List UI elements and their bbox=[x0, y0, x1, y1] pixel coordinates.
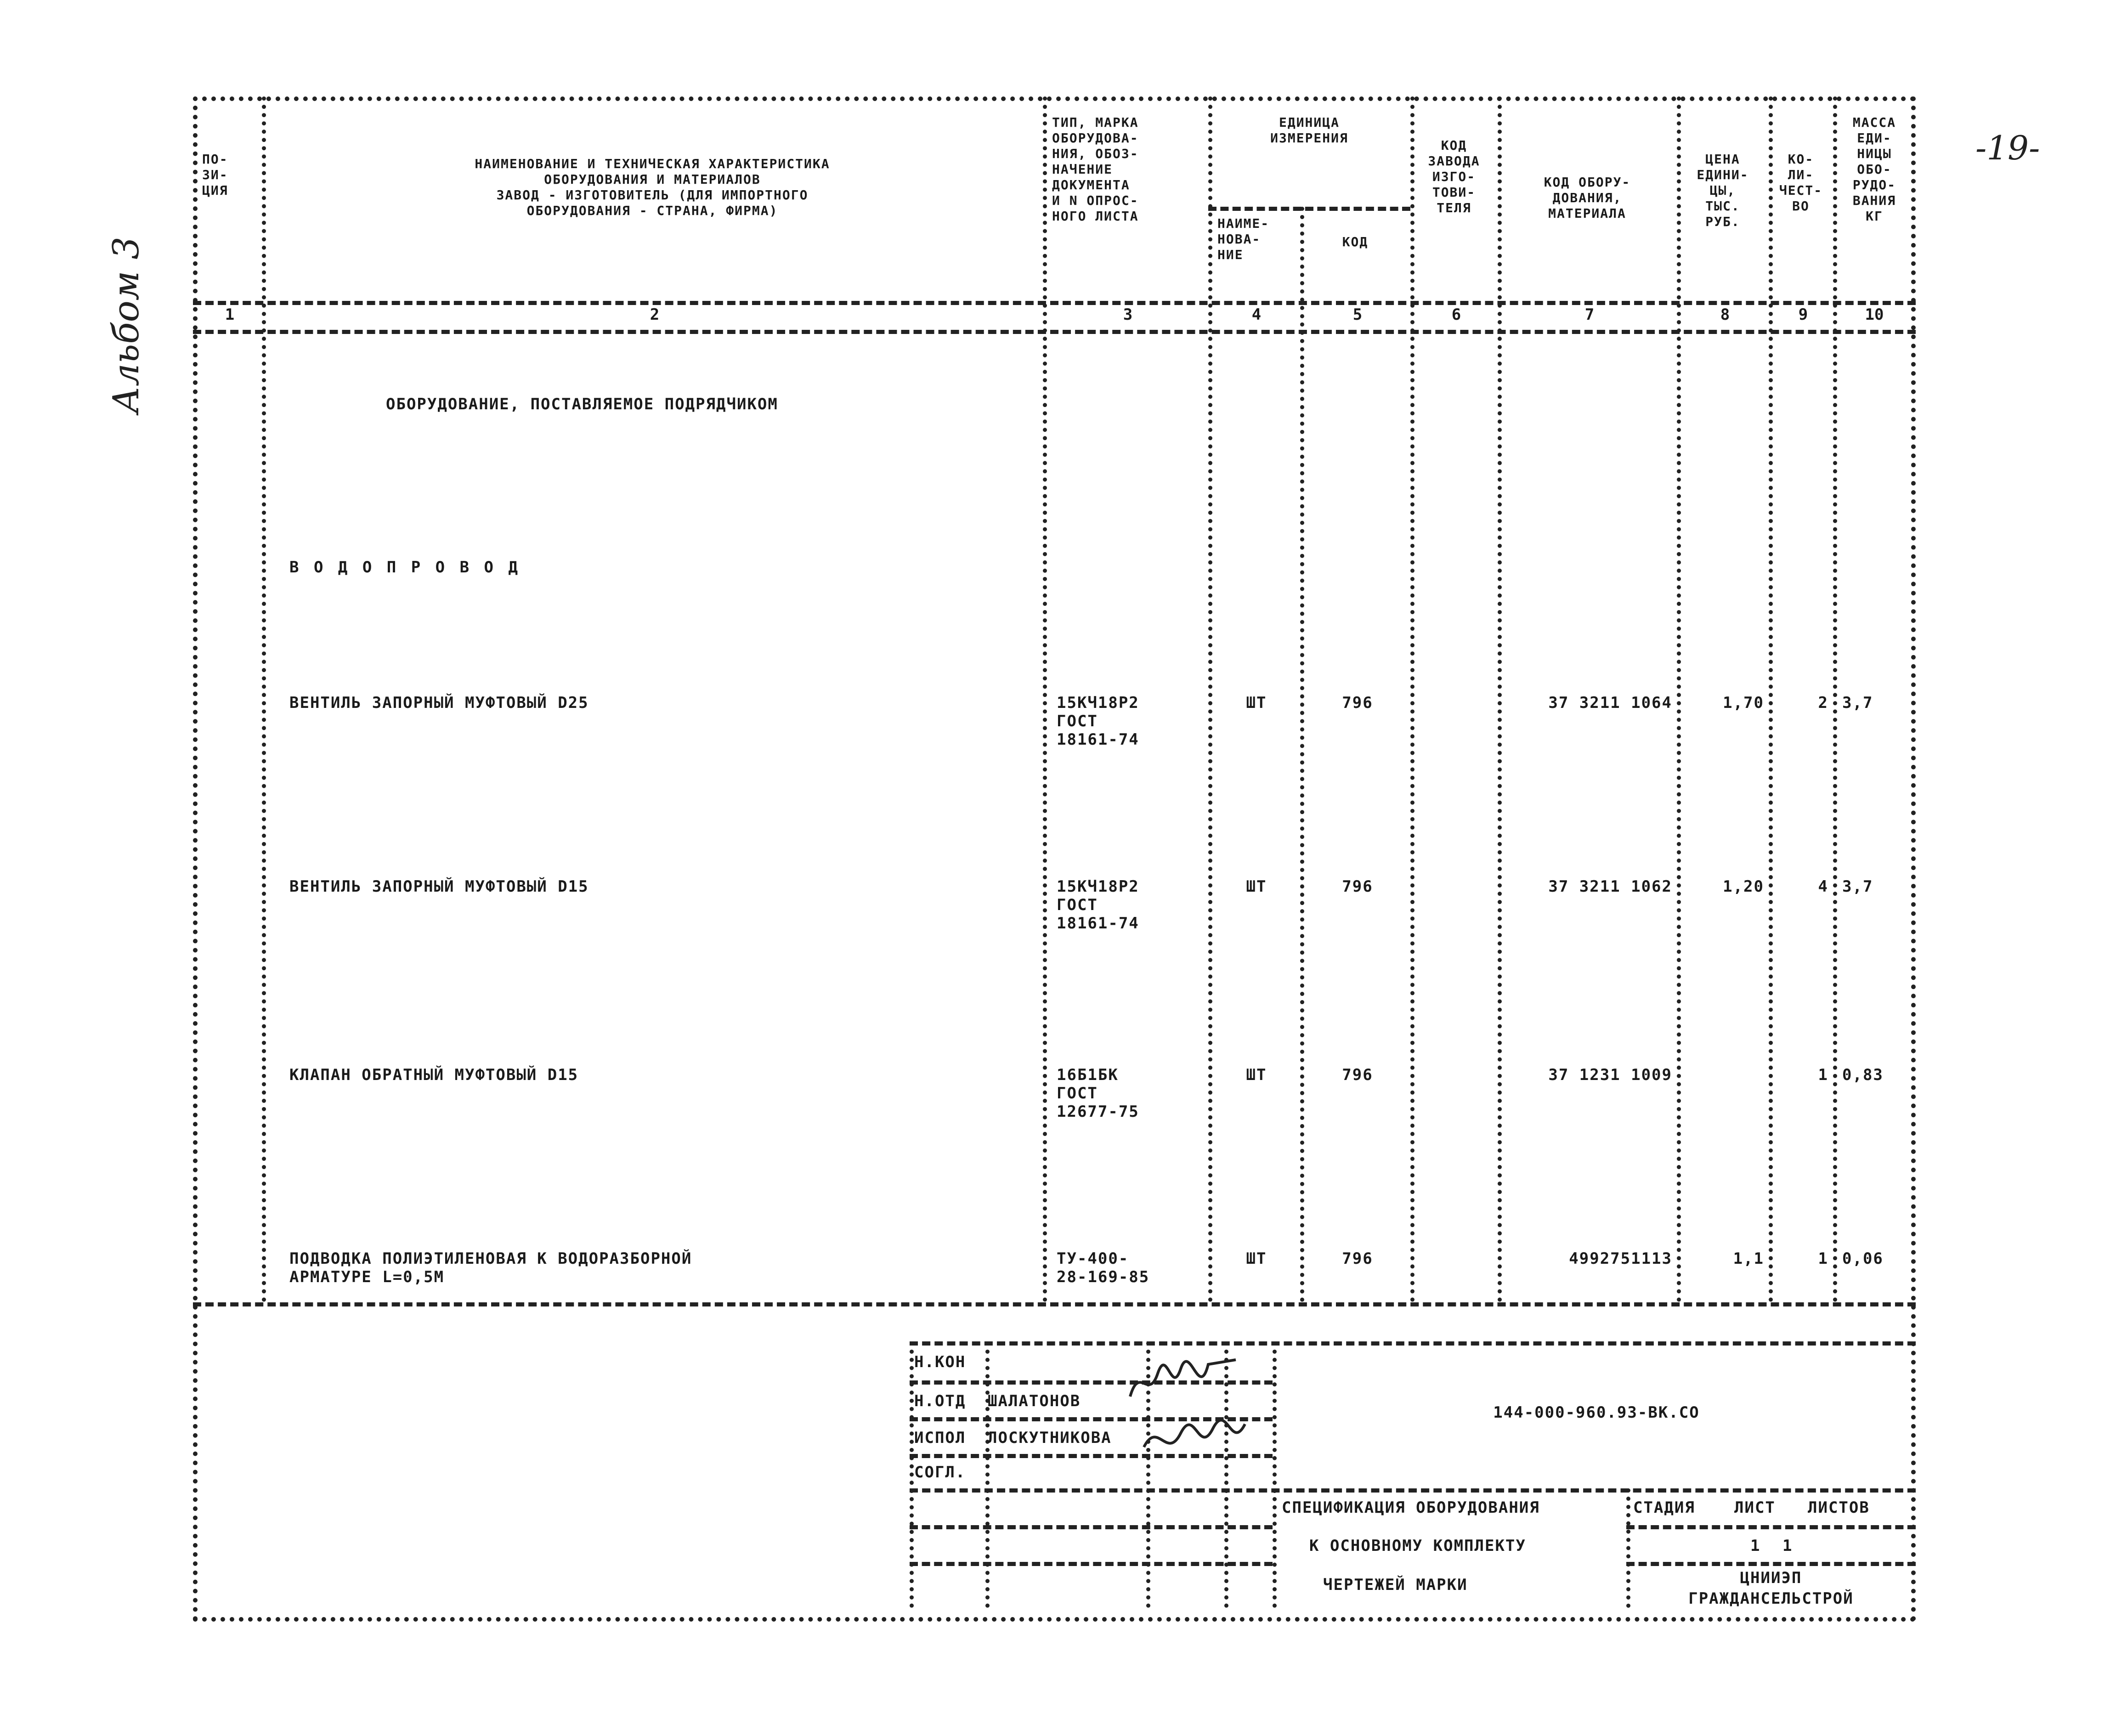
stamp-col-sep-4 bbox=[1273, 1341, 1277, 1608]
doc-title-line-1: СПЕЦИФИКАЦИЯ ОБОРУДОВАНИЯ bbox=[1282, 1499, 1540, 1517]
header-col3: ТИП, МАРКА ОБОРУДОВА- НИЯ, ОБОЗ- НАЧЕНИЕ ДОКУМЕНТА И N ОПРОС- НОГО ЛИСТА bbox=[1052, 115, 1139, 224]
row-mass: 0,06 bbox=[1842, 1250, 1884, 1268]
col-number-5: 5 bbox=[1352, 305, 1363, 324]
unit-group-line bbox=[1208, 207, 1410, 211]
row-mass: 0,83 bbox=[1842, 1066, 1884, 1084]
col-sep-4 bbox=[1300, 207, 1304, 1302]
col-number-2: 2 bbox=[650, 305, 660, 324]
col-number-4: 4 bbox=[1251, 305, 1262, 324]
header-col4: НАИМЕ- НОВА- НИЕ bbox=[1217, 216, 1270, 262]
org-name-2: ГРАЖДАНСЕЛЬСТРОЙ bbox=[1688, 1589, 1854, 1608]
header-col9: КО- ЛИ- ЧЕСТ- ВО bbox=[1779, 152, 1823, 214]
row-code: 37 1231 1009 bbox=[1548, 1066, 1672, 1084]
row-price: 1,70 bbox=[1723, 694, 1764, 712]
row-type: 16Б1БК ГОСТ 12677-75 bbox=[1057, 1066, 1139, 1121]
col-number-bottom-line bbox=[193, 330, 1916, 334]
row-code: 4992751113 bbox=[1569, 1250, 1672, 1268]
stamp-role-3: ИСПОЛ bbox=[914, 1429, 966, 1447]
row-qty: 1 bbox=[1818, 1250, 1828, 1268]
row-unit: ШТ bbox=[1246, 1066, 1267, 1084]
row-type: ТУ-400- 28-169-85 bbox=[1057, 1250, 1150, 1286]
stamp-role-2: Н.ОТД bbox=[914, 1392, 966, 1410]
sheet-value: 1 bbox=[1750, 1537, 1761, 1555]
col-number-10: 10 bbox=[1865, 305, 1884, 324]
signature-2 bbox=[1139, 1415, 1250, 1465]
col-sep-2 bbox=[1043, 96, 1047, 1302]
row-qty: 4 bbox=[1818, 877, 1828, 896]
row-type: 15КЧ18Р2 ГОСТ 18161-74 bbox=[1057, 694, 1139, 749]
col-sep-8 bbox=[1769, 96, 1773, 1302]
sheet-label: ЛИСТ bbox=[1734, 1499, 1776, 1517]
row-type: 15КЧ18Р2 ГОСТ 18161-74 bbox=[1057, 877, 1139, 933]
header-col8: ЦЕНА ЕДИНИ- ЦЫ, ТЫС. РУБ. bbox=[1697, 152, 1749, 229]
col-sep-3 bbox=[1208, 96, 1212, 1302]
doc-code: 144-000-960.93-ВК.СО bbox=[1493, 1403, 1700, 1422]
stamp-row-line-5 bbox=[910, 1525, 1273, 1529]
stamp-row-line-7 bbox=[1626, 1525, 1916, 1529]
row-name: ПОДВОДКА ПОЛИЭТИЛЕНОВАЯ К ВОДОРАЗБОРНОЙ АРМАТУРЕ L=0,5М bbox=[289, 1250, 692, 1286]
header-unit-group: ЕДИНИЦА ИЗМЕРЕНИЯ bbox=[1270, 115, 1348, 146]
section-title: ОБОРУДОВАНИЕ, ПОСТАВЛЯЕМОЕ ПОДРЯДЧИКОМ bbox=[386, 395, 778, 413]
col-sep-7 bbox=[1677, 96, 1681, 1302]
header-bottom-line bbox=[193, 301, 1916, 305]
col-sep-6 bbox=[1498, 96, 1502, 1302]
row-unit-code: 796 bbox=[1342, 1066, 1373, 1084]
row-name: ВЕНТИЛЬ ЗАПОРНЫЙ МУФТОВЫЙ D15 bbox=[289, 877, 589, 896]
header-col6: КОД ЗАВОДА ИЗГО- ТОВИ- ТЕЛЯ bbox=[1428, 138, 1480, 215]
stamp-row-line-8 bbox=[1626, 1562, 1916, 1566]
table-bottom-line bbox=[193, 1302, 1916, 1306]
stamp-role-4: СОГЛ. bbox=[914, 1463, 966, 1482]
org-name-1: ЦНИИЭП bbox=[1740, 1569, 1802, 1587]
row-unit-code: 796 bbox=[1342, 1250, 1373, 1268]
row-unit-code: 796 bbox=[1342, 877, 1373, 896]
stamp-row-line-6 bbox=[910, 1562, 1273, 1566]
page-number: -19- bbox=[1975, 129, 2040, 167]
header-col7: КОД ОБОРУ- ДОВАНИЯ, МАТЕРИАЛА bbox=[1544, 175, 1631, 221]
signature-1 bbox=[1126, 1355, 1245, 1410]
row-unit: ШТ bbox=[1246, 877, 1267, 896]
col-number-1: 1 bbox=[225, 305, 235, 324]
row-mass: 3,7 bbox=[1842, 694, 1873, 712]
col-number-9: 9 bbox=[1798, 305, 1808, 324]
header-col2: НАИМЕНОВАНИЕ И ТЕХНИЧЕСКАЯ ХАРАКТЕРИСТИКА ОБОРУДОВАНИЯ И МАТЕРИАЛОВ ЗАВОД - ИЗГОТОВИТЕЛЬ (ДЛЯ ИМПОРТНОГО ОБОРУДОВАНИЯ - СТРАНА, ФИРМА) bbox=[475, 156, 830, 218]
row-qty: 1 bbox=[1818, 1066, 1828, 1084]
stamp-top-line bbox=[910, 1341, 1916, 1346]
header-col5: КОД bbox=[1342, 234, 1369, 249]
stamp-row-line-4 bbox=[910, 1488, 1916, 1493]
col-number-3: 3 bbox=[1123, 305, 1133, 324]
col-sep-9 bbox=[1833, 96, 1837, 1302]
row-unit-code: 796 bbox=[1342, 694, 1373, 712]
stamp-name-2: ШАЛАТОНОВ bbox=[988, 1392, 1081, 1410]
row-unit: ШТ bbox=[1246, 694, 1267, 712]
stamp-role-1: Н.КОН bbox=[914, 1353, 966, 1371]
row-price: 1,1 bbox=[1733, 1250, 1764, 1268]
header-col1: ПО- ЗИ- ЦИЯ bbox=[202, 152, 228, 198]
row-price: 1,20 bbox=[1723, 877, 1764, 896]
row-qty: 2 bbox=[1818, 694, 1828, 712]
side-label: Альбом 3 bbox=[106, 237, 147, 413]
row-name: КЛАПАН ОБРАТНЫЙ МУФТОВЫЙ D15 bbox=[289, 1066, 579, 1084]
col-sep-1 bbox=[262, 96, 266, 1302]
doc-title-line-3: ЧЕРТЕЖЕЙ МАРКИ bbox=[1323, 1576, 1468, 1594]
stage-label: СТАДИЯ bbox=[1633, 1499, 1695, 1517]
row-code: 37 3211 1062 bbox=[1548, 877, 1672, 896]
row-unit: ШТ bbox=[1246, 1250, 1267, 1268]
sheets-value: 1 bbox=[1782, 1537, 1793, 1555]
stamp-name-3: ЛОСКУТНИКОВА bbox=[988, 1429, 1112, 1447]
col-sep-5 bbox=[1410, 96, 1414, 1302]
sheets-label: ЛИСТОВ bbox=[1808, 1499, 1870, 1517]
col-number-7: 7 bbox=[1584, 305, 1595, 324]
col-number-6: 6 bbox=[1451, 305, 1461, 324]
doc-title-line-2: К ОСНОВНОМУ КОМПЛЕКТУ bbox=[1309, 1537, 1526, 1555]
row-name: ВЕНТИЛЬ ЗАПОРНЫЙ МУФТОВЫЙ D25 bbox=[289, 694, 589, 712]
row-mass: 3,7 bbox=[1842, 877, 1873, 896]
subsection-title: В О Д О П Р О В О Д bbox=[289, 558, 521, 577]
row-code: 37 3211 1064 bbox=[1548, 694, 1672, 712]
header-col10: МАССА ЕДИ- НИЦЫ ОБО- РУДО- ВАНИЯ КГ bbox=[1852, 115, 1896, 224]
col-number-8: 8 bbox=[1720, 305, 1730, 324]
